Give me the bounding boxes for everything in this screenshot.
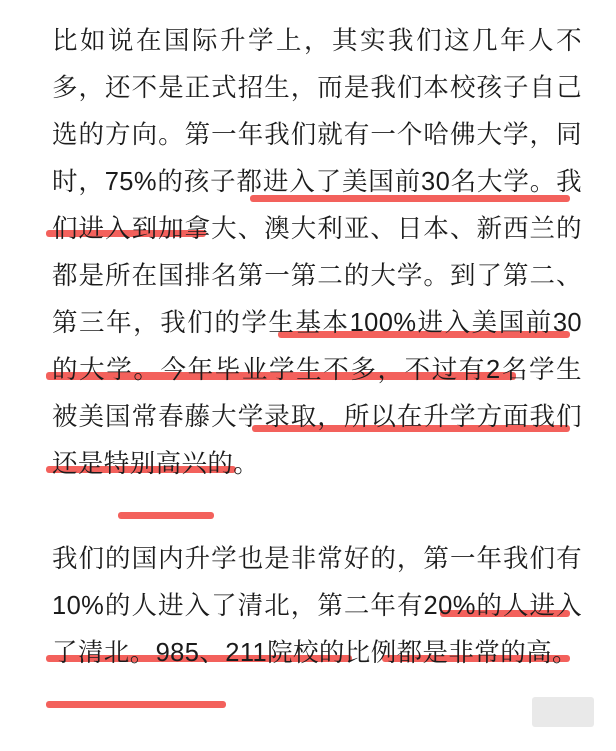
paragraph-1: 比如说在国际升学上，其实我们这几年人不多，还不是正式招生，而是我们本校孩子自己选的方向。第一年我们就有一个哈佛大学，同时，75%的孩子都进入了美国前30名大学。我们进入到加拿大、澳大利亚、日本、新西兰的都是所在国排名第一第二的大学。到了第二、第三年，我们的学生基本100%进入美国前30的大学。今年毕业学生不多，不过有2名学生被美国常春藤大学录取，所以在升学方面我们还是特别高兴的。 bbox=[52, 27, 582, 478]
highlight-stroke-7 bbox=[118, 512, 214, 519]
highlight-stroke-11 bbox=[46, 701, 226, 708]
page-bottom-edge bbox=[0, 733, 616, 751]
paragraph-2: 我们的国内升学也是非常好的，第一年我们有10%的人进入了清北，第二年有20%的人进入了清北。985、211院校的比例都是非常的高。 bbox=[52, 545, 582, 667]
watermark-block bbox=[532, 697, 594, 727]
